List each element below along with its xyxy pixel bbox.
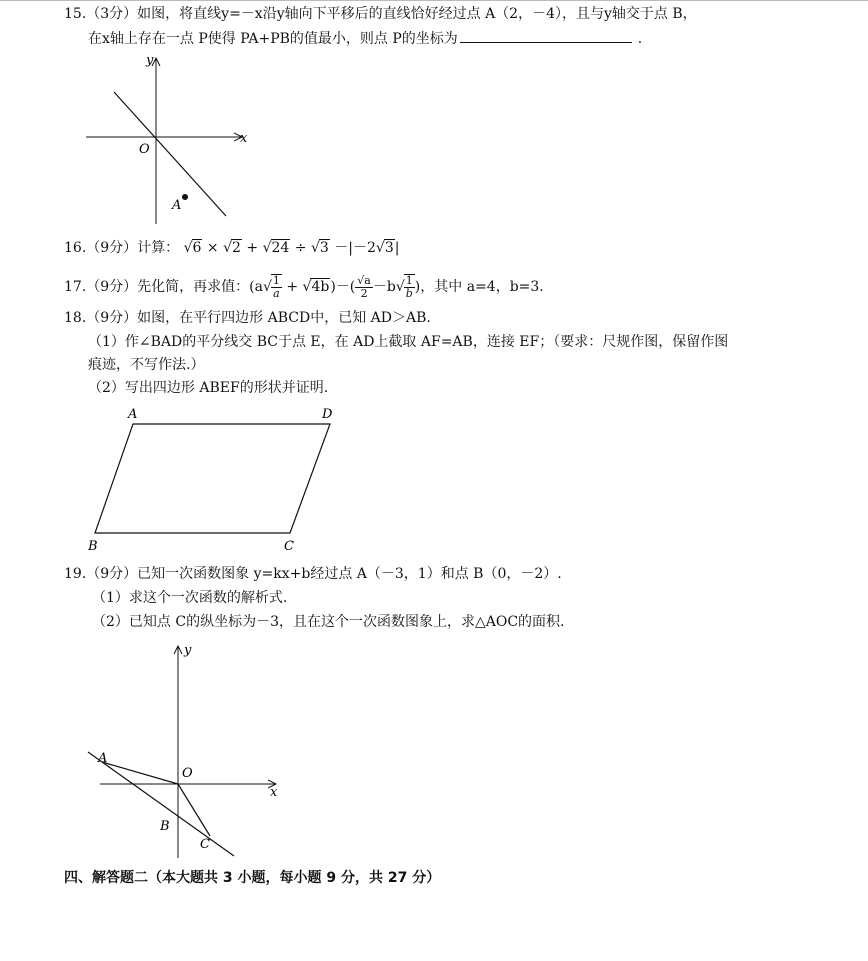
- x-axis-label: x: [240, 131, 248, 146]
- answer-blank: [460, 28, 632, 43]
- q16-times: ×: [206, 240, 219, 256]
- point-a: [182, 194, 188, 200]
- origin-label: O: [182, 766, 193, 781]
- q17-frac-1a: [271, 274, 282, 300]
- q18-line4: （2）写出四边形 ABEF的形状并证明.: [88, 380, 329, 396]
- q16-sqrt-24: 24: [271, 240, 290, 256]
- line-kx-plus-b: [88, 752, 234, 856]
- x-axis-label: x: [270, 785, 278, 800]
- section-heading: 四、解答题二（本大题共 3 小题，每小题 9 分，共 27 分）: [64, 870, 441, 886]
- q16-sqrt-2: 2: [232, 240, 241, 256]
- q19-line1: 19.（9分）已知一次函数图象 y=kx+b经过点 A（－3，1）和点 B（0，－2）.: [64, 566, 562, 582]
- q16-sqrt-6: 6: [192, 240, 202, 256]
- q16-tail: －|－2: [334, 240, 376, 256]
- q17-mid: )－(: [330, 279, 356, 295]
- q18-parallelogram-figure: [84, 402, 344, 554]
- q15-figure: [84, 52, 254, 228]
- q17-frac-1a-den: a: [273, 287, 280, 300]
- q15-line1: 15.（3分）如图，将直线y=－x沿y轴向下平移后的直线恰好经过点 A（2，－4），且与y轴交于点 B，: [64, 6, 697, 22]
- point-c-label: C: [200, 837, 210, 852]
- point-b-label: B: [160, 819, 170, 834]
- q19-figure: [84, 640, 288, 862]
- q15-line2-end: .: [637, 31, 643, 47]
- point-a-label: A: [98, 751, 108, 766]
- page-top-border: [0, 0, 868, 1]
- y-axis-label: y: [184, 643, 192, 658]
- q16-plus: +: [246, 240, 259, 256]
- q17-frac-2-den: 2: [360, 286, 368, 300]
- vertex-c-label: C: [284, 539, 294, 554]
- q17-suffix: )，其中 a=4，b=3.: [414, 279, 544, 295]
- q19-line2: （1）求这个一次函数的解析式.: [92, 590, 288, 606]
- vertex-d-label: D: [322, 407, 333, 422]
- q15-line2: [88, 28, 642, 49]
- q17-frac-1b-den: b: [405, 287, 413, 300]
- origin-label: O: [139, 142, 150, 157]
- q16-line: 16.（9分）计算： √6 × √2 + √24 ÷ √3 －|－2√3|: [64, 240, 400, 256]
- q16-div: ÷: [294, 240, 307, 256]
- point-a-label: A: [172, 198, 182, 213]
- q18-line2: （1）作∠BAD的平分线交 BC于点 E，在 AD上截取 AF=AB，连接 EF；（要求：尺规作图，保留作图: [88, 334, 729, 350]
- q18-line3: 痕迹，不写作法.）: [88, 357, 205, 373]
- vertex-a-label: A: [128, 407, 138, 422]
- q16-bar: |: [394, 240, 400, 256]
- q17-frac-sqrta-2: [355, 275, 373, 300]
- q17-frac-1a-num: 1: [272, 274, 280, 287]
- line-y-neg-x: [114, 92, 226, 216]
- q15-line2-text: 在x轴上存在一点 P使得 PA+PB的值最小，则点 P的坐标为: [88, 31, 458, 47]
- q16-sqrt-3b: 3: [384, 240, 394, 256]
- q17-minus-b: －b: [372, 279, 396, 295]
- q17-sqrt-4b: 4b: [311, 279, 330, 295]
- parallelogram-abcd: [95, 424, 330, 533]
- q17-frac-1b: [404, 274, 415, 300]
- q17-line: 17.（9分）先化简，再求值：(a√ $\frac{1}{a}$ + √4b)－( $\frac{√a}{2}$ －b√ $\frac{1}{b}$ )，其中 a=4，b=3.: [64, 273, 544, 300]
- q16-sqrt-3: 3: [319, 240, 329, 256]
- q17-frac-1b-num: 1: [404, 275, 415, 288]
- vertex-b-label: B: [88, 539, 98, 554]
- q17-plus: +: [286, 279, 299, 295]
- q17-prefix: 17.（9分）先化简，再求值：(a: [64, 279, 263, 295]
- q18-line1: 18.（9分）如图，在平行四边形 ABCD中，已知 AD＞AB.: [64, 310, 431, 326]
- segment-ao: [102, 762, 178, 784]
- q16-prefix: 16.（9分）计算：: [64, 240, 180, 256]
- y-axis-label: y: [146, 53, 154, 68]
- q17-frac-2-num: √a: [357, 273, 371, 287]
- q19-line3: （2）已知点 C的纵坐标为－3，且在这个一次函数图象上，求△AOC的面积.: [92, 614, 565, 630]
